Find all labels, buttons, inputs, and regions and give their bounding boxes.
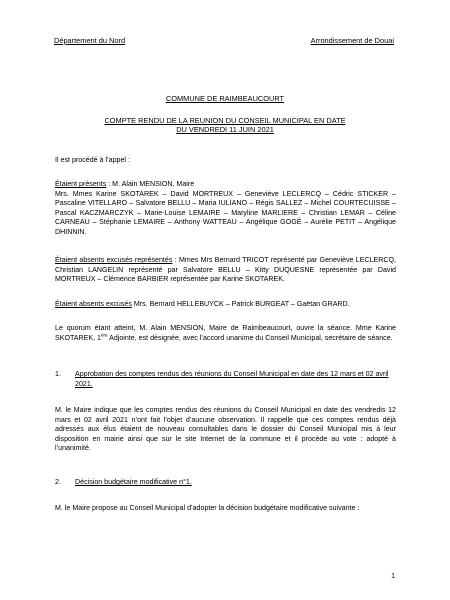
quorum-superscript: ère xyxy=(101,332,108,338)
represented-label: Étaient absents excusés représentés xyxy=(55,256,173,264)
represented-text: : Mmes Mrs Bernard TRICOT représenté par Geneviève LECLERCQ, Christian LANGELIN représenté par Salvatore BELLU – Kitty DUQUESNE représentée par David MORTREUX – Clémence BARBIER représentée par Karine SKOTAREK. xyxy=(55,256,397,284)
header-arrondissement: Arrondissement de Douai xyxy=(310,36,394,45)
excused-section xyxy=(55,300,396,310)
commune-title: COMMUNE DE RAIMBEAUCOURT xyxy=(165,94,285,103)
agenda-item-1-title: Approbation des comptes rendus des réunions du Conseil Municipal en date des 12 mars et 02 avril 2021. xyxy=(75,370,389,388)
agenda-item-1-body: M. le Maire indique que les comptes rendus des réunions du Conseil Municipal en date des vendredis 12 mars et 02 avril 2021 n’ont fait l’objet d’aucune observation. Il rappelle que ces comptes rendus déjà adressés aux élus étaient de nouveau consultables dans le dossier du Conseil Municipal mis à leur disposition en mairie ainsi que sur le site Internet de la commune et il procède au vote : adopté à l’unanimité. xyxy=(55,406,396,453)
present-mayor: : M. Alain MENSION, Maire xyxy=(106,180,195,188)
represented-section xyxy=(55,256,396,285)
agenda-item-2-number: 2. xyxy=(55,478,61,486)
quorum-text-end: Adjointe, est désignée, avec l’accord unanime du Conseil Municipal, secrétaire de séance. xyxy=(107,333,393,342)
present-section xyxy=(55,180,396,238)
roll-call-intro: Il est procédé à l’appel : xyxy=(55,156,130,164)
present-line xyxy=(55,180,396,190)
quorum-paragraph xyxy=(55,324,396,343)
agenda-item-2-body: M. le Maire propose au Conseil Municipal d’adopter la décision budgétaire modificative suivante : xyxy=(55,504,360,512)
header-department: Département du Nord xyxy=(54,36,126,45)
report-title-line-1: COMPTE RENDU DE LA REUNION DU CONSEIL MUNICIPAL EN DATE xyxy=(104,116,346,125)
quorum-text-start: Le quorum étant atteint, M. Alain MENSION, Maire de Raimbeaucourt, ouvre la séance. Mme Karine SKOTAREK, 1 xyxy=(55,324,396,342)
report-title-line-2: DU VENDREDI 11 JUIN 2021 xyxy=(176,125,274,134)
agenda-item-1-number: 1. xyxy=(55,370,61,378)
page-number: 1 xyxy=(391,573,395,580)
excused-label: Étaient absents excusés xyxy=(55,300,132,308)
report-title xyxy=(0,116,450,134)
agenda-item-2-title: Décision budgétaire modificative n°1. xyxy=(75,478,192,486)
present-label: Étaient présents xyxy=(55,180,107,188)
excused-text: Mrs. Bernard HELLEBUYCK – Patrick BURGEAT – Gaëtan GRARD. xyxy=(131,300,350,308)
present-members: Mrs. Mmes Karine SKOTAREK – David MORTREUX – Geneviève LECLERCQ – Cédric STICKER – Pascaline VITELLARO – Salvatore BELLU – Maria IULIANO – Régis SALLEZ – Michel COURTECUISSE – Pascal KACZMARCZYK – Marie-Louise LEMAIRE – Maryline MARLIERE – Christian LEMAR – Céline CARNEAU – Stéphanie LEMAIRE – Anthony WATTEAU – Angélique GOGÉ – Aurélie PETIT – Angélique DHINNIN. xyxy=(55,189,396,236)
